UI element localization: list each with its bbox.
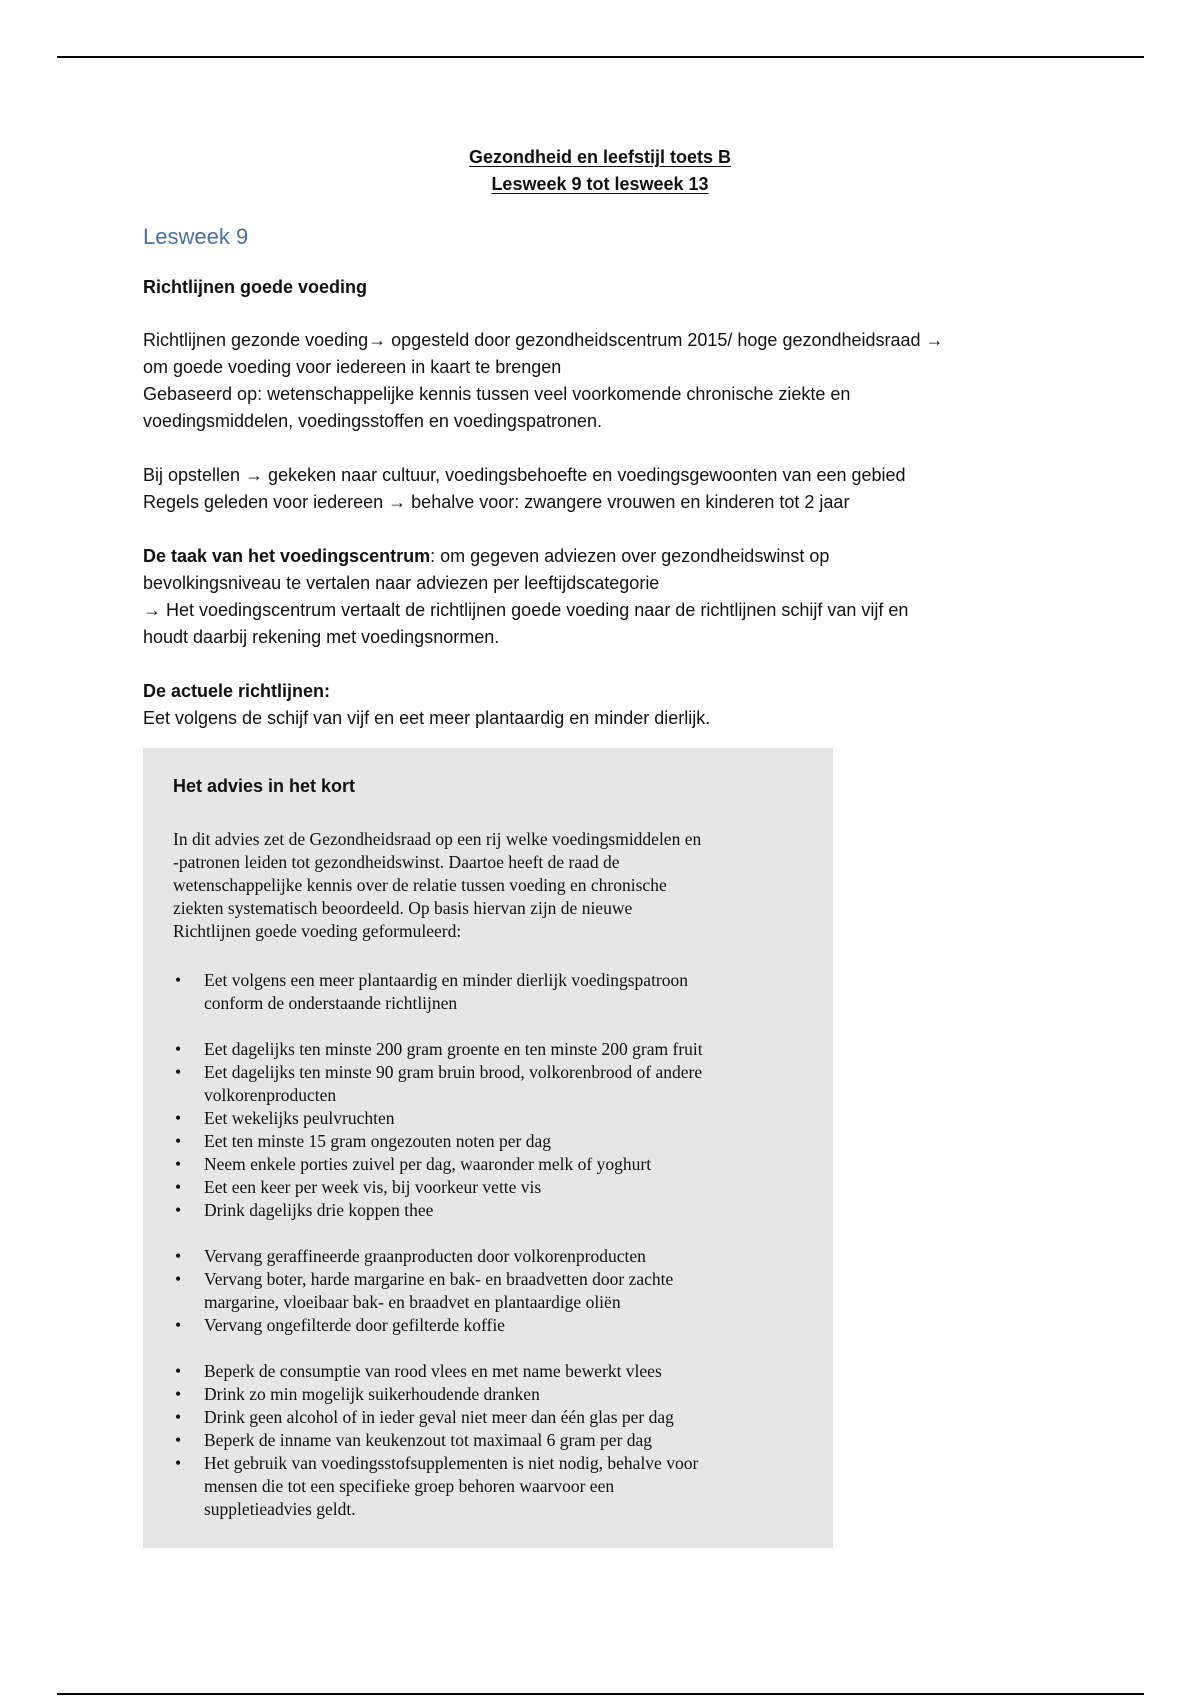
list-item [173, 1268, 813, 1314]
excerpt-list-group-1 [173, 969, 813, 1015]
paragraph-line [143, 543, 1063, 570]
paragraph-line: Bij opstellen → gekeken naar cultuur, voedingsbehoefte en voedingsgewoonten van een gebied [143, 465, 906, 485]
excerpt-list-group-3 [173, 1245, 813, 1337]
list-item-line: mensen die tot een specifieke groep behoren waarvoor een [204, 1476, 615, 1496]
paragraph-voedingscentrum [143, 543, 1063, 651]
section-heading: Lesweek 9 [143, 224, 249, 249]
list-item-line: • Het gebruik van voedingsstofsupplementen is niet nodig, behalve voor [204, 1453, 699, 1473]
paragraph-line: houdt daarbij rekening met voedingsnormen. [143, 627, 500, 647]
paragraph-line: → Het voedingscentrum vertaalt de richtlijnen goede voeding naar de richtlijnen schijf van vijf en [143, 600, 909, 620]
paragraph-line: Eet volgens de schijf van vijf en eet meer plantaardig en minder dierlijk. [143, 708, 711, 728]
list-item: • Drink dagelijks drie koppen thee [173, 1199, 813, 1222]
paragraph-actuele-richtlijnen [143, 678, 1063, 732]
paragraph-line: Gebaseerd op: wetenschappelijke kennis tussen veel voorkomende chronische ziekte en [143, 384, 851, 404]
header-rule [57, 56, 1144, 58]
list-item: • Eet wekelijks peulvruchten [173, 1107, 813, 1130]
list-item-line: • Eet dagelijks ten minste 90 gram bruin brood, volkorenbrood of andere [204, 1062, 703, 1082]
paragraph-line: bevolkingsniveau te vertalen naar adviezen per leeftijdscategorie [143, 573, 660, 593]
intro-line: wetenschappelijke kennis over de relatie tussen voeding en chronische [173, 875, 667, 895]
bold-lead: De taak van het voedingscentrum [143, 546, 431, 566]
intro-line: -patronen leiden tot gezondheidswinst. Daartoe heeft de raad de [173, 852, 620, 872]
list-item-line: • Vervang boter, harde margarine en bak- en braadvetten door zachte [204, 1269, 674, 1289]
excerpt-list-group-4 [173, 1360, 813, 1521]
list-item-line: margarine, vloeibaar bak- en braadvet en plantaardige oliën [204, 1292, 621, 1312]
list-item: • Vervang geraffineerde graanproducten door volkorenproducten [173, 1245, 813, 1268]
excerpt-title: Het advies in het kort [173, 776, 356, 796]
advies-excerpt-image [143, 748, 833, 1548]
paragraph-line: Richtlijnen gezonde voeding→ opgesteld door gezondheidscentrum 2015/ hoge gezondheidsraad → [143, 330, 944, 350]
paragraph-line: voedingsmiddelen, voedingsstoffen en voedingspatronen. [143, 411, 602, 431]
list-item: • Drink zo min mogelijk suikerhoudende dranken [173, 1383, 813, 1406]
list-item: • Beperk de inname van keukenzout tot maximaal 6 gram per dag [173, 1429, 813, 1452]
list-item [173, 969, 813, 1015]
list-item-line: • Eet volgens een meer plantaardig en minder dierlijk voedingspatroon [204, 970, 689, 990]
title-line-2: Lesweek 9 tot lesweek 13 [491, 174, 709, 194]
list-item [173, 1452, 813, 1521]
intro-line: Richtlijnen goede voeding geformuleerd: [173, 921, 462, 941]
document-body [143, 222, 1063, 759]
document-title [0, 144, 1200, 198]
list-item: • Eet ten minste 15 gram ongezouten noten per dag [173, 1130, 813, 1153]
paragraph-line: Regels geleden voor iedereen → behalve voor: zwangere vrouwen en kinderen tot 2 jaar [143, 492, 850, 512]
paragraph-line: om goede voeding voor iedereen in kaart te brengen [143, 357, 562, 377]
excerpt-list-group-2 [173, 1038, 813, 1222]
intro-line: In dit advies zet de Gezondheidsraad op een rij welke voedingsmiddelen en [173, 829, 702, 849]
list-item: • Beperk de consumptie van rood vlees en met name bewerkt vlees [173, 1360, 813, 1383]
list-item: • Eet een keer per week vis, bij voorkeur vette vis [173, 1176, 813, 1199]
list-item-line: conform de onderstaande richtlijnen [204, 993, 458, 1013]
list-item: • Eet dagelijks ten minste 200 gram groente en ten minste 200 gram fruit [173, 1038, 813, 1061]
list-item: • Vervang ongefilterde door gefilterde koffie [173, 1314, 813, 1337]
paragraph-bold-line: De actuele richtlijnen: [143, 681, 331, 701]
list-item-line: suppletieadvies geldt. [204, 1499, 356, 1519]
subheading: Richtlijnen goede voeding [143, 277, 368, 297]
paragraph-opstellen [143, 462, 1063, 516]
list-item: • Drink geen alcohol of in ieder geval niet meer dan één glas per dag [173, 1406, 813, 1429]
paragraph-richtlijnen [143, 327, 1063, 435]
list-item [173, 1061, 813, 1107]
list-item-line: volkorenproducten [204, 1085, 337, 1105]
footer-rule [57, 1693, 1144, 1695]
paragraph-line-rest: : om gegeven adviezen over gezondheidswinst op [430, 546, 830, 566]
excerpt-intro [173, 828, 813, 943]
list-item: • Neem enkele porties zuivel per dag, waaronder melk of yoghurt [173, 1153, 813, 1176]
intro-line: ziekten systematisch beoordeeld. Op basis hiervan zijn de nieuwe [173, 898, 633, 918]
title-line-1: Gezondheid en leefstijl toets B [468, 147, 732, 167]
